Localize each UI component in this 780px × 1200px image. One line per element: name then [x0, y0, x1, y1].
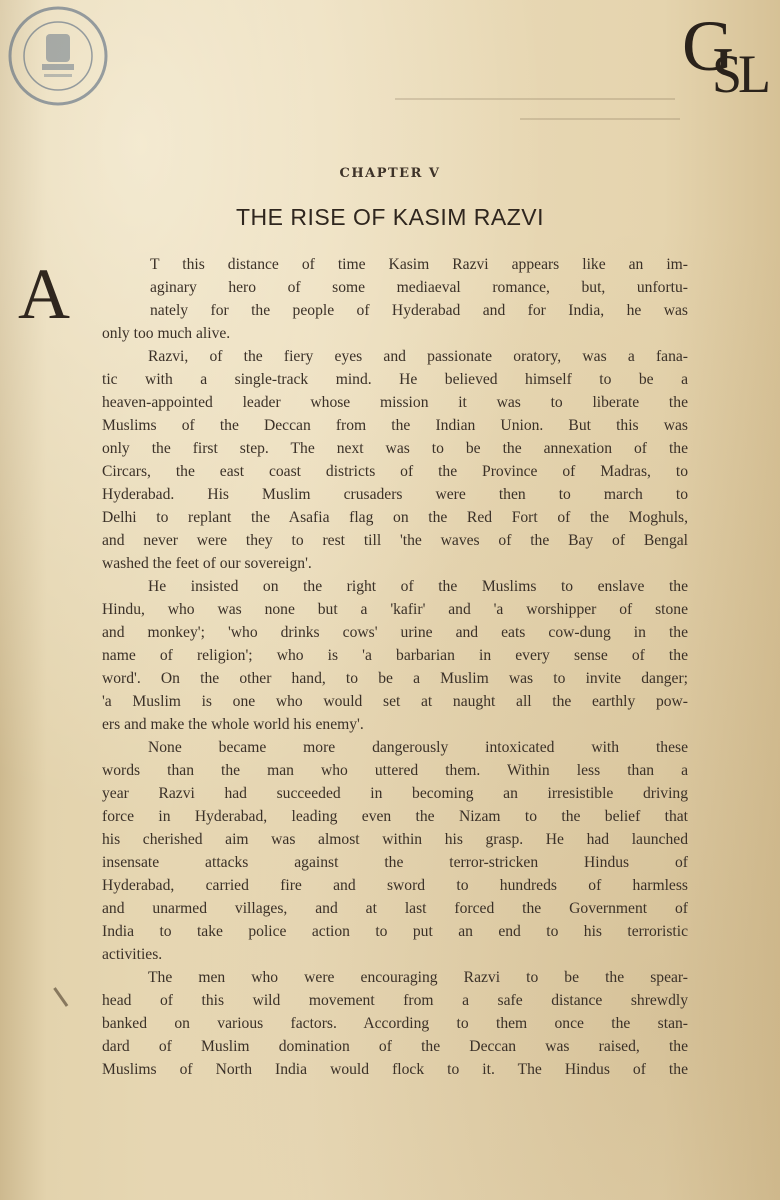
text-line: None became more dangerously intoxicated with these: [148, 739, 688, 756]
text-line: dard of Muslim domination of the Deccan was raised, the: [102, 1038, 688, 1055]
text-line: only too much alive.: [102, 325, 231, 342]
text-line: aginary hero of some mediaeval romance, but, unfortu-: [150, 279, 688, 296]
text-line: name of religion'; who is 'a barbarian in every sense of the: [102, 647, 688, 664]
text-line: Razvi, of the fiery eyes and passionate oratory, was a fana-: [148, 348, 688, 365]
text-line: activities.: [102, 946, 163, 963]
text-line: tic with a single-track mind. He believed himself to be a: [102, 371, 688, 388]
text-line: and never were they to rest till 'the waves of the Bay of Bengal: [102, 532, 688, 549]
text-line: India to take police action to put an end to his terroristic: [102, 923, 688, 940]
text-line: his cherished aim was almost within his grasp. He had launched: [102, 831, 688, 848]
text-line: Muslims of the Deccan from the Indian Union. But this was: [102, 417, 688, 434]
text-line: heaven-appointed leader whose mission it was to liberate the: [102, 394, 688, 411]
text-line: insensate attacks against the terror-stricken Hindus of: [102, 854, 688, 871]
text-line: and unarmed villages, and at last forced the Government of: [102, 900, 688, 917]
text-line: only the first step. The next was to be the annexation of the: [102, 440, 688, 457]
text-line: Circars, the east coast districts of the Province of Madras, to: [102, 463, 688, 480]
text-line: banked on various factors. According to them once the stan-: [102, 1015, 688, 1032]
text-line: 'a Muslim is one who would set at naught all the earthly pow-: [102, 693, 688, 710]
bleed-through-line: [520, 118, 680, 120]
text-line: He insisted on the right of the Muslims to enslave the: [148, 578, 688, 595]
text-line: ers and make the whole world his enemy'.: [102, 716, 364, 733]
library-mark: [682, 6, 780, 104]
chapter-title: THE RISE OF KASIM RAZVI: [236, 204, 544, 230]
text-line: nately for the people of Hyderabad and for India, he was: [150, 302, 688, 319]
chapter-label: CHAPTER V: [339, 166, 441, 181]
library-mark-g: G: [682, 6, 730, 86]
text-line: year Razvi had succeeded in becoming an irresistible driving: [102, 785, 688, 802]
pencil-mark: [53, 979, 80, 1007]
text-line: head of this wild movement from a safe distance shrewdly: [102, 992, 688, 1009]
library-mark-sl: SL: [712, 44, 768, 104]
text-line: words than the man who uttered them. Within less than a: [102, 762, 688, 779]
text-line: Hyderabad. His Muslim crusaders were then to march to: [102, 486, 688, 503]
bleed-through-line: [395, 98, 675, 100]
text-line: word'. On the other hand, to be a Muslim was to invite danger;: [102, 670, 688, 687]
text-line: The men who were encouraging Razvi to be the spear-: [148, 969, 688, 986]
text-line: T this distance of time Kasim Razvi appears like an im-: [150, 256, 688, 273]
emblem-seal-icon: [6, 4, 110, 108]
text-line: Delhi to replant the Asafia flag on the Red Fort of the Moghuls,: [102, 509, 688, 526]
text-line: Hindu, who was none but a 'kafir' and 'a worshipper of stone: [102, 601, 688, 618]
drop-cap: A: [18, 254, 70, 334]
text-line: Hyderabad, carried fire and sword to hundreds of harmless: [102, 877, 688, 894]
text-line: and monkey'; 'who drinks cows' urine and eats cow-dung in the: [102, 624, 688, 641]
text-line: Muslims of North India would flock to it. The Hindus of the: [102, 1061, 688, 1078]
text-line: force in Hyderabad, leading even the Nizam to the belief that: [102, 808, 688, 825]
chapter-body: [102, 253, 688, 1081]
text-line: washed the feet of our sovereign'.: [102, 555, 312, 572]
